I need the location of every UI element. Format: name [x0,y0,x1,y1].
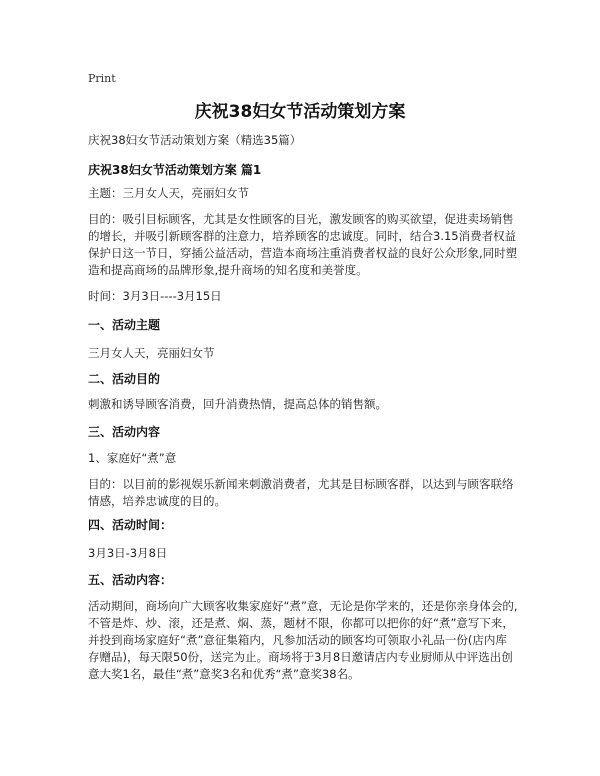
time-line: 时间：3月3日----3月15日 [88,289,222,303]
activity-content-item: 1、家庭好“煮”意 [88,451,177,465]
print-label: Print [88,72,116,85]
heading-activity-purpose: 二、活动目的 [88,372,161,386]
theme-line: 主题：三月女人天，亮丽妇女节 [88,186,249,200]
activity-details-paragraph: 活动期间，商场向广大顾客收集家庭好“煮”意，无论是你学来的，还是你亲身体会的,不管是炸、炒、滚，还是煮、焖、蒸，题材不限，你都可以把你的好“煮”意写下来，并投到商场家庭好“煮”意征集箱内，凡参加活动的顾客均可领取小礼品一份(店内库存赠品)，每天限50份，送完为止。商场将于3月8日邀请店内专业厨师从中评选出创意大奖1名，最佳“煮”意奖3名和优秀“煮”意奖38名。 [88,599,518,681]
section-title: 庆祝38妇女节活动策划方案 篇1 [88,163,262,177]
heading-activity-time: 四、活动时间： [88,518,173,532]
heading-activity-details: 五、活动内容： [88,573,173,587]
activity-purpose-text: 刺激和诱导顾客消费，回升消费热情，提高总体的销售额。 [88,397,387,411]
heading-activity-content: 三、活动内容 [88,425,161,439]
purpose-paragraph: 目的：吸引目标顾客，尤其是女性顾客的目光，激发顾客的购买欲望，促进卖场销售的增长，并吸引新顾客群的注意力，培养顾客的忠诚度。同时，结合3.15消费者权益保护日这一节日，穿插公益活动，营造本商场注重消费者权益的良好公众形象,同时塑造和提高商场的品牌形象,提升商场的知名度和美誉度。 [88,212,518,277]
page-title: 庆祝38妇女节活动策划方案 [194,102,406,122]
subtitle: 庆祝38妇女节活动策划方案（精选35篇） [88,133,302,147]
activity-time-text: 3月3日-3月8日 [88,546,168,560]
activity-theme-text: 三月女人天，亮丽妇女节 [88,346,215,360]
activity-content-paragraph: 目的：以目前的影视娱乐新闻来刺激消费者，尤其是目标顾客群，以达到与顾客联络情感，培养忠诚度的目的。 [88,477,514,508]
heading-activity-theme: 一、活动主题 [88,318,161,332]
